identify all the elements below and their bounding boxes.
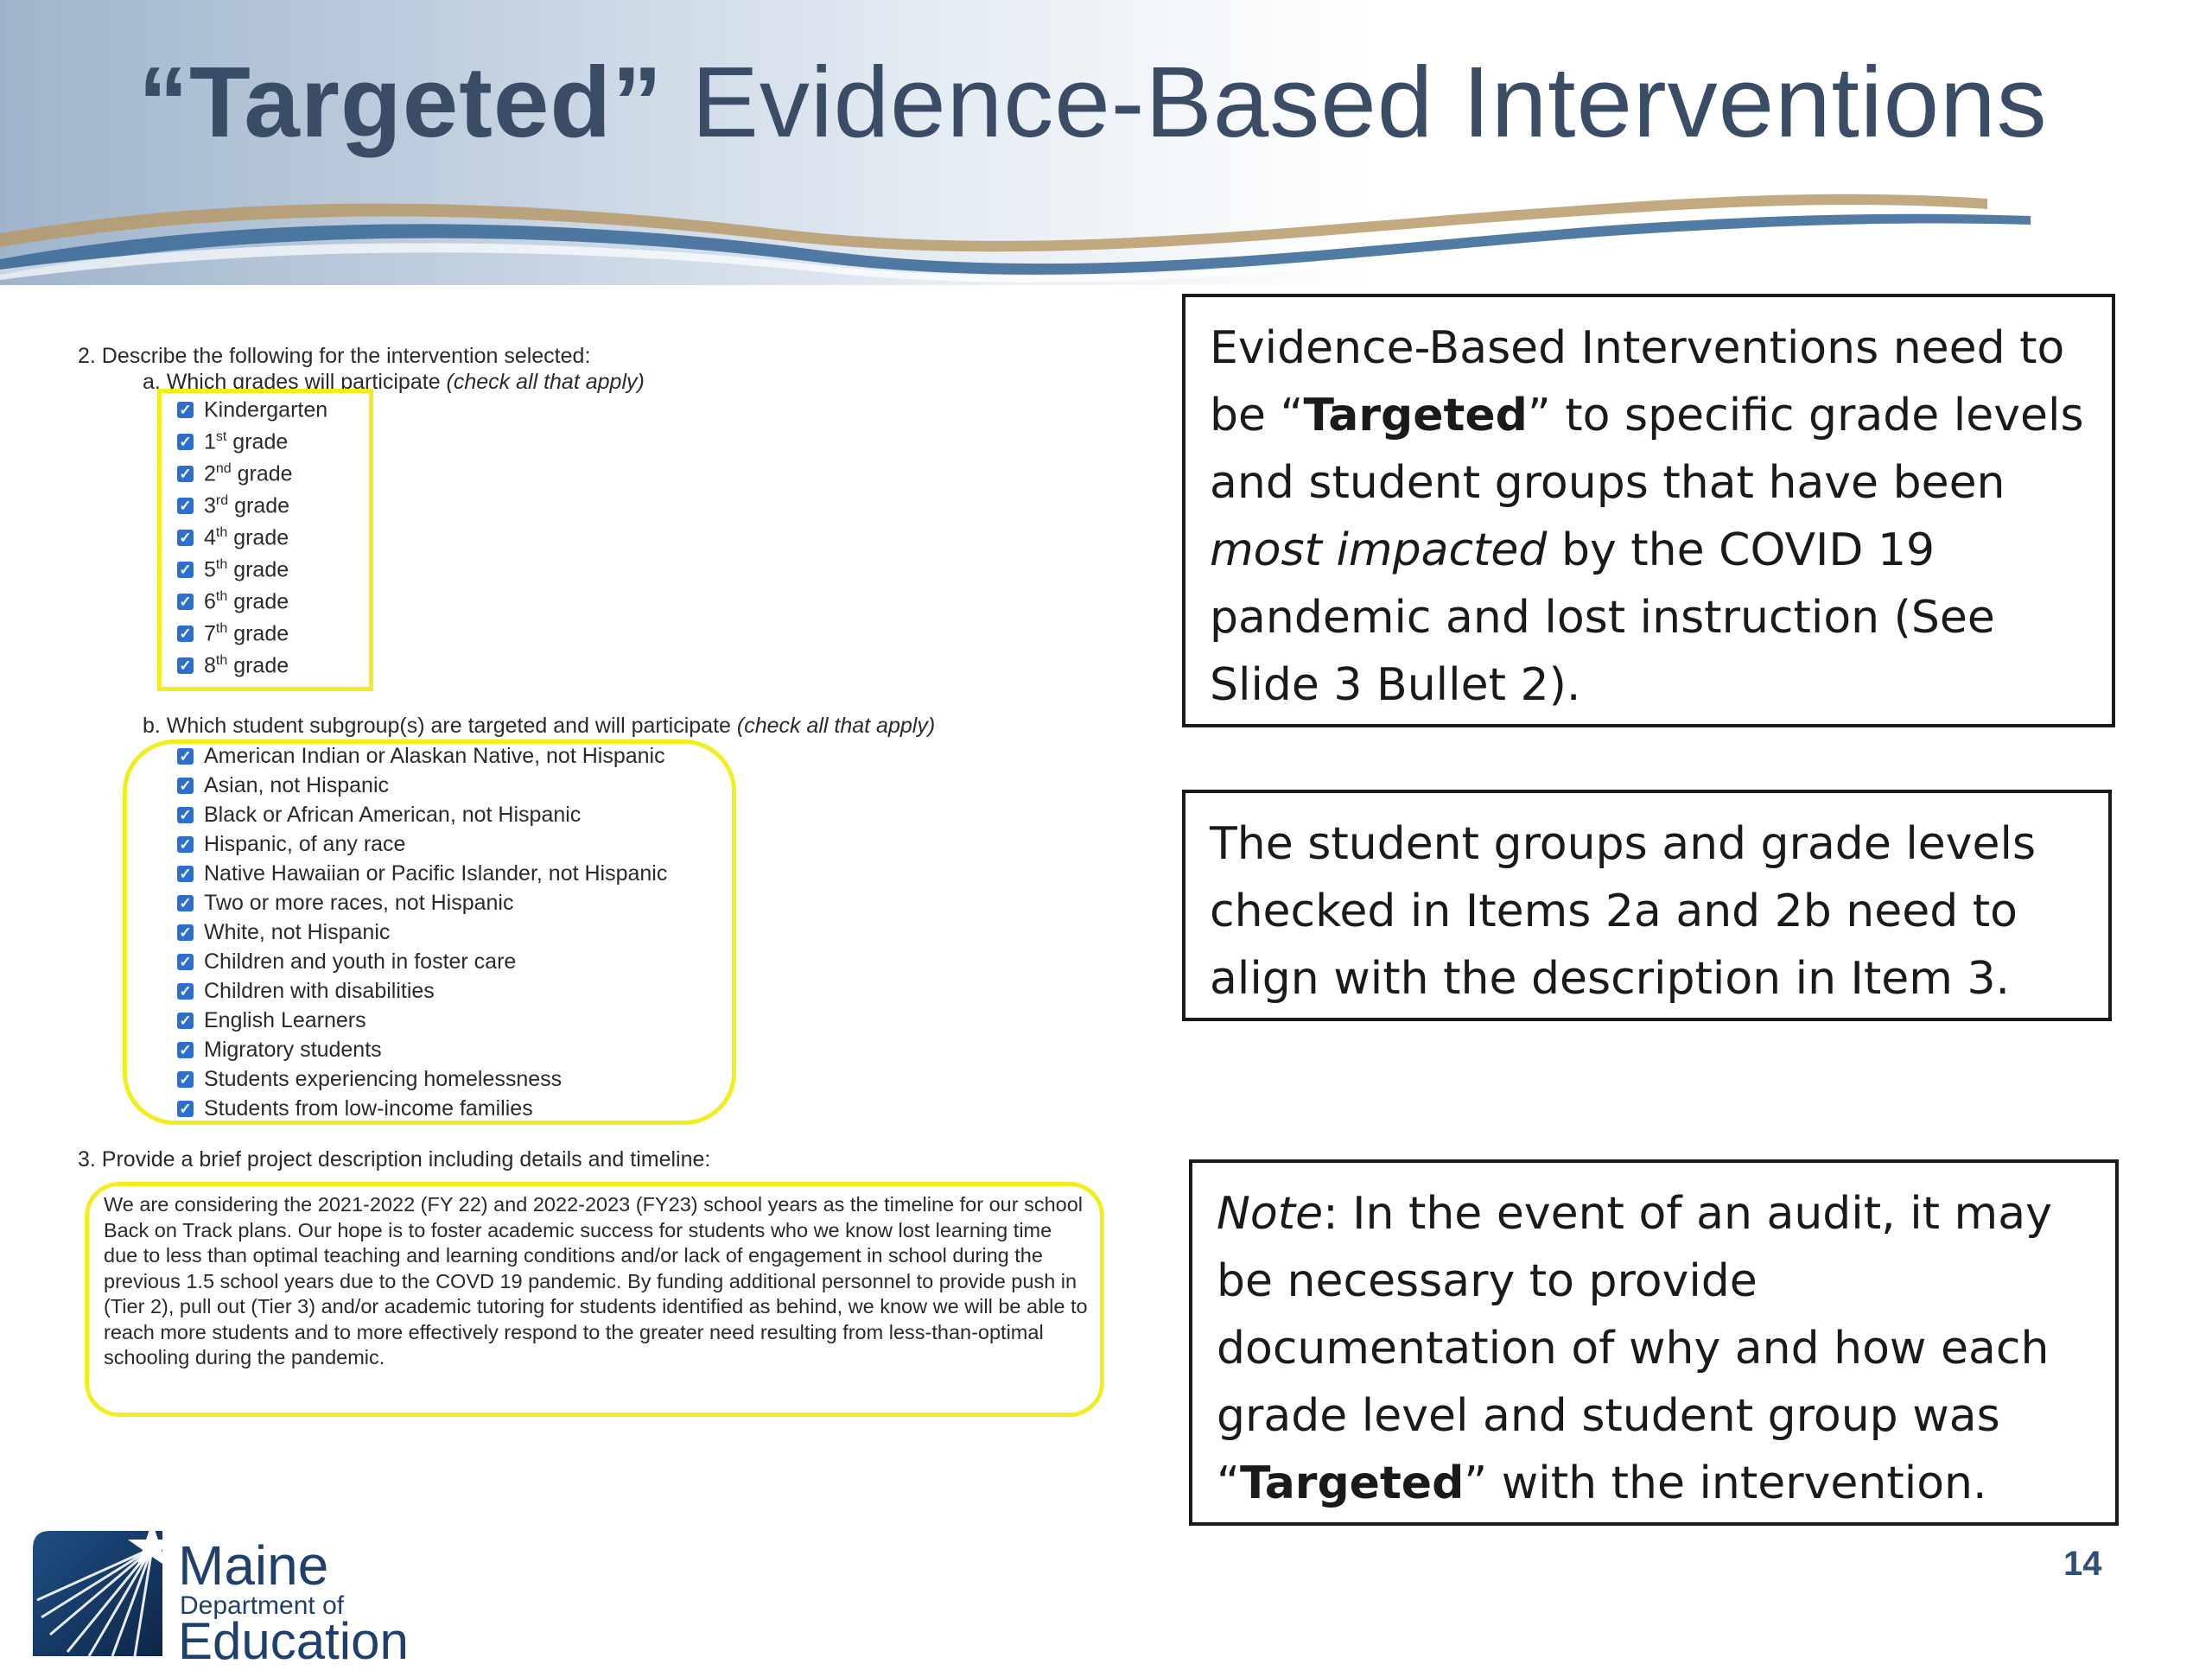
checkbox-checked-icon[interactable]: ✓ xyxy=(177,748,194,765)
slide-title-bold: “Targeted” xyxy=(138,46,664,158)
header-wave-decoration xyxy=(0,173,2212,294)
grade-label-ordinal: rd xyxy=(215,492,229,508)
grade-label-ordinal: th xyxy=(215,588,228,604)
grade-label-base: Kindergarten xyxy=(204,397,328,422)
question-2a-hint: (check all that apply) xyxy=(446,370,645,394)
checkbox-checked-icon[interactable]: ✓ xyxy=(177,778,194,794)
checkbox-checked-icon[interactable]: ✓ xyxy=(177,466,194,482)
slide-title xyxy=(138,45,2048,160)
callout-3-text-b: : In the event of an audit, it may be necessary to provide documentation of why and how each grade level and student group was “ xyxy=(1217,1188,2052,1509)
checkbox-checked-icon[interactable]: ✓ xyxy=(177,1101,194,1117)
checkbox-checked-icon[interactable]: ✓ xyxy=(177,983,194,1000)
page-number: 14 xyxy=(2063,1545,2102,1583)
subgroup-label: Children with disabilities xyxy=(204,978,435,1003)
callout-3-bold: Targeted xyxy=(1239,1457,1465,1509)
callout-2-text: The student groups and grade levels checked in Items 2a and 2b need to align with the description in Item 3. xyxy=(1210,818,2037,1005)
grade-label-suffix: grade xyxy=(227,557,289,582)
grade-label-base: 5 xyxy=(204,557,216,582)
callout-1-text-c: ” to specific grade levels and student groups that have been xyxy=(1210,390,2084,509)
grade-label-ordinal: th xyxy=(215,524,228,540)
grade-label-suffix: grade xyxy=(227,589,289,614)
subgroup-label: Asian, not Hispanic xyxy=(204,772,390,797)
subgroup-label: White, not Hispanic xyxy=(204,919,391,944)
grade-label-suffix: grade xyxy=(227,621,289,646)
subgroup-label: Black or African American, not Hispanic xyxy=(204,802,582,827)
question-2b-hint: (check all that apply) xyxy=(736,714,936,738)
checkbox-checked-icon[interactable]: ✓ xyxy=(177,866,194,882)
grade-label-suffix: grade xyxy=(228,493,290,518)
checkbox-checked-icon[interactable]: ✓ xyxy=(177,807,194,823)
checkbox-checked-icon[interactable]: ✓ xyxy=(177,434,194,450)
checkbox-checked-icon[interactable]: ✓ xyxy=(177,1042,194,1058)
subgroups-highlight-box xyxy=(123,740,736,1125)
grade-label-base: 8 xyxy=(204,653,216,678)
callout-alignment xyxy=(1182,790,2112,1021)
checkbox-checked-icon[interactable]: ✓ xyxy=(177,625,194,642)
grade-label-ordinal: th xyxy=(215,652,228,668)
callout-3-text-d: ” with the intervention. xyxy=(1464,1457,1987,1509)
question-2b xyxy=(143,714,935,739)
logo-text-department: Department of xyxy=(180,1591,345,1620)
checkbox-checked-icon[interactable]: ✓ xyxy=(177,954,194,970)
grade-label-ordinal: th xyxy=(215,620,228,636)
grade-label-suffix: grade xyxy=(226,429,289,454)
checkbox-checked-icon[interactable]: ✓ xyxy=(177,1071,194,1088)
grade-label-suffix: grade xyxy=(227,653,289,678)
grade-label-suffix: grade xyxy=(231,461,293,486)
subgroup-label: Two or more races, not Hispanic xyxy=(204,890,514,915)
checkbox-checked-icon[interactable]: ✓ xyxy=(177,530,194,546)
callout-1-italic: most impacted xyxy=(1210,524,1548,576)
checkbox-checked-icon[interactable]: ✓ xyxy=(177,1013,194,1029)
checkbox-checked-icon[interactable]: ✓ xyxy=(177,836,194,853)
grade-label-base: 4 xyxy=(204,525,216,550)
project-description-text: We are considering the 2021-2022 (FY 22) and 2022-2023 (FY23) school years as the timeline for our school Back on Track plans. Our hope is to foster academic success for students who we know lost learning time due to less than optimal teaching and learning conditions and/or lack of engagement in school during the previous 1.5 school years due to the COVD 19 pandemic. By funding additional personnel to provide push in (Tier 2), pull out (Tier 3) and/or academic tutoring for students identified as behind, we know we will be able to reach more students and to more effectively respond to the greater need resulting from less-than-optimal schooling during the pandemic. xyxy=(104,1193,1088,1368)
subgroup-label: Migratory students xyxy=(204,1037,382,1062)
grade-label-ordinal: nd xyxy=(215,460,232,476)
slide-title-rest: Evidence-Based Interventions xyxy=(691,46,2048,158)
form-screenshot xyxy=(0,328,1123,1469)
subgroup-label: Native Hawaiian or Pacific Islander, not Hispanic xyxy=(204,860,668,886)
slide-header-band xyxy=(0,0,2212,285)
grade-label-ordinal: th xyxy=(215,556,228,572)
grade-label-base: 1 xyxy=(204,429,216,454)
question-3: 3. Provide a brief project description including details and timeline: xyxy=(78,1147,711,1172)
grade-label-base: 3 xyxy=(204,493,216,518)
description-highlight-box xyxy=(85,1182,1104,1417)
maine-doe-logo xyxy=(33,1514,465,1670)
callout-3-note-label: Note xyxy=(1217,1188,1324,1240)
question-2: 2. Describe the following for the intervention selected: xyxy=(78,344,591,368)
question-2a-label: a. Which grades will participate xyxy=(143,370,441,394)
subgroup-label: Students from low-income families xyxy=(204,1095,533,1121)
checkbox-checked-icon[interactable]: ✓ xyxy=(177,594,194,610)
callout-1-text-a: Evidence-Based Interventions need to be “ xyxy=(1210,322,2065,441)
question-2b-label: b. Which student subgroup(s) are targeted and will participate xyxy=(143,714,731,738)
checkbox-checked-icon[interactable]: ✓ xyxy=(177,562,194,578)
checkbox-checked-icon[interactable]: ✓ xyxy=(177,895,194,911)
grade-label-ordinal: st xyxy=(215,429,227,444)
checkbox-checked-icon[interactable]: ✓ xyxy=(177,402,194,418)
callout-targeted-requirement xyxy=(1182,294,2115,727)
checkbox-checked-icon[interactable]: ✓ xyxy=(177,924,194,941)
star-rays-logo-icon xyxy=(33,1514,175,1656)
checkbox-checked-icon[interactable]: ✓ xyxy=(177,498,194,514)
logo-text-maine: Maine xyxy=(178,1534,329,1597)
grade-label-base: 6 xyxy=(204,589,216,614)
subgroup-label: Students experiencing homelessness xyxy=(204,1066,563,1091)
grade-label-suffix: grade xyxy=(227,525,289,550)
callout-audit-note xyxy=(1189,1159,2119,1526)
checkbox-checked-icon[interactable]: ✓ xyxy=(177,657,194,674)
subgroup-label: English Learners xyxy=(204,1007,366,1032)
subgroup-label: American Indian or Alaskan Native, not Hispanic xyxy=(204,743,665,768)
grade-label-base: 2 xyxy=(204,461,216,486)
grade-label-base: 7 xyxy=(204,621,216,646)
subgroup-label: Hispanic, of any race xyxy=(204,831,406,856)
logo-text-education: Education xyxy=(178,1612,409,1670)
grades-highlight-box xyxy=(157,389,373,691)
callout-1-text-e: by the COVID 19 pandemic and lost instruction (See Slide 3 Bullet 2). xyxy=(1210,524,1995,711)
callout-1-bold: Targeted xyxy=(1303,390,1528,441)
subgroup-label: Children and youth in foster care xyxy=(204,949,517,974)
